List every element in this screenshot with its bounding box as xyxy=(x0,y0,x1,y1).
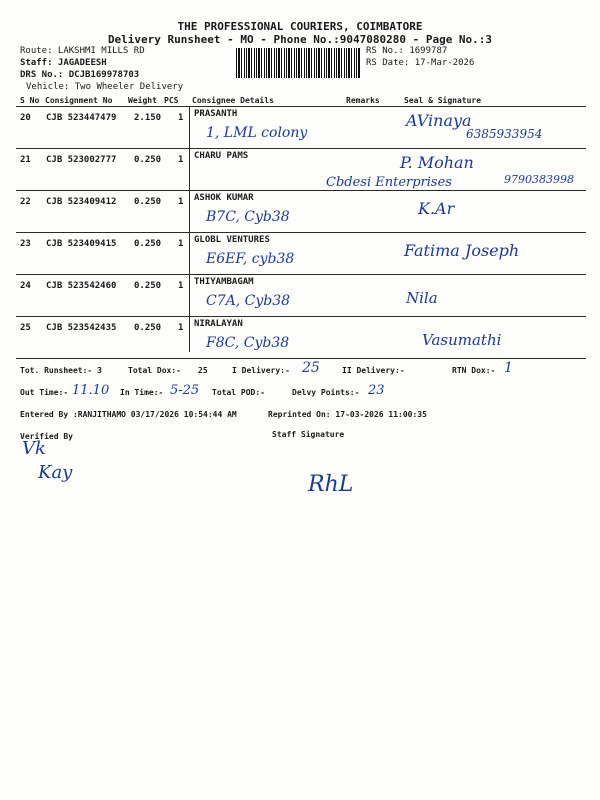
row-weight: 0.250 xyxy=(134,239,162,249)
staff-signature-label: Staff Signature xyxy=(272,430,345,439)
row-signature: Vasumathi xyxy=(422,331,502,349)
out-time: 11.10 xyxy=(72,383,110,398)
row-sno: 20 xyxy=(20,113,31,123)
col-seal-signature: Seal & Signature xyxy=(404,96,482,105)
row-consignee: THIYAMBAGAM xyxy=(194,277,254,287)
verified-signature-2: Kay xyxy=(38,462,73,483)
barcode xyxy=(236,48,361,78)
row-address: B7C, Cyb38 xyxy=(206,209,290,225)
row-consignment: CJB 523409412 xyxy=(46,197,117,207)
row-pcs: 1 xyxy=(178,323,184,333)
row-sno: 23 xyxy=(20,239,31,249)
row-address: E6EF, cyb38 xyxy=(206,251,295,267)
row-consignee: CHARU PAMS xyxy=(194,151,249,161)
row-address: C7A, Cyb38 xyxy=(206,293,291,309)
in-time: 5-25 xyxy=(170,383,200,398)
row-sno: 21 xyxy=(20,155,31,165)
overflow-note: Cbdesi Enterprises xyxy=(326,175,452,190)
table-row xyxy=(16,190,586,232)
table-row xyxy=(16,232,586,274)
table-row xyxy=(16,106,586,148)
drs-number: DRS No.: DCJB169978703 xyxy=(20,70,140,80)
row-weight: 0.250 xyxy=(134,197,162,207)
row-consignment: CJB 523447479 xyxy=(46,113,117,123)
in-time-label: In Time:- xyxy=(120,388,164,397)
col-sno: S No xyxy=(20,96,40,105)
row-pcs: 1 xyxy=(178,113,184,123)
total-dox: 25 xyxy=(198,366,208,375)
table-row xyxy=(16,148,586,190)
verified-by: Verified By xyxy=(20,432,73,441)
row-weight: 0.250 xyxy=(134,155,162,165)
col-consignment: Consignment No xyxy=(45,96,113,105)
total-runsheet: Tot. Runsheet:- 3 xyxy=(20,366,102,375)
row-weight: 2.150 xyxy=(134,113,162,123)
row-consignee: PRASANTH xyxy=(194,109,238,119)
row-signature: P. Mohan xyxy=(400,153,474,172)
row-pcs: 1 xyxy=(178,281,184,291)
row-phone: 6385933954 xyxy=(466,127,543,141)
staff-signature: RhL xyxy=(308,472,354,497)
row-sno: 25 xyxy=(20,323,31,333)
reprinted-on: Reprinted On: 17-03-2026 11:00:35 xyxy=(268,410,427,419)
table-row xyxy=(16,316,586,359)
row-consignment: CJB 523002777 xyxy=(46,155,117,165)
row-address: 1, LML colony xyxy=(206,125,308,141)
delvy-points-label: Delvy Points:- xyxy=(292,388,360,397)
rs-date: RS Date: 17-Mar-2026 xyxy=(366,58,475,68)
i-delivery: 25 xyxy=(302,360,320,376)
row-weight: 0.250 xyxy=(134,281,162,291)
col-consignee: Consignee Details xyxy=(192,96,274,105)
row-sno: 22 xyxy=(20,197,31,207)
table-row xyxy=(16,274,586,316)
row-pcs: 1 xyxy=(178,239,184,249)
verified-signature: Vk xyxy=(22,438,46,459)
rtn-dox: 1 xyxy=(504,360,513,376)
route: Route: LAKSHMI MILLS RD xyxy=(20,46,145,56)
delvy-points: 23 xyxy=(368,383,385,398)
row-pcs: 1 xyxy=(178,155,184,165)
i-delivery-label: I Delivery:- xyxy=(232,366,290,375)
row-consignment: CJB 523409415 xyxy=(46,239,117,249)
staff: Staff: JAGADEESH xyxy=(20,58,107,68)
entered-by: Entered By :RANJITHAMO 03/17/2026 10:54:44 AM xyxy=(20,410,237,419)
rtn-dox-label: RTN Dox:- xyxy=(452,366,496,375)
total-pod: Total POD:- xyxy=(212,388,265,397)
row-signature: Fatima Joseph xyxy=(404,241,520,260)
row-consignee: GLOBL VENTURES xyxy=(194,235,270,245)
rs-number: RS No.: 1699787 xyxy=(366,46,448,56)
row-sno: 24 xyxy=(20,281,31,291)
row-phone: 9790383998 xyxy=(504,173,574,186)
vehicle: Vehicle: Two Wheeler Delivery xyxy=(26,82,184,92)
row-consignment: CJB 523542460 xyxy=(46,281,117,291)
row-address: F8C, Cyb38 xyxy=(206,335,290,351)
row-pcs: 1 xyxy=(178,197,184,207)
row-weight: 0.250 xyxy=(134,323,162,333)
row-consignee: ASHOK KUMAR xyxy=(194,193,254,203)
row-signature: K.Ar xyxy=(418,199,455,218)
out-time-label: Out Time:- xyxy=(20,388,69,397)
runsheet-subtitle: Delivery Runsheet - MO - Phone No.:9047080280 - Page No.:3 xyxy=(107,33,493,46)
row-signature: AVinaya xyxy=(406,111,472,130)
col-remarks: Remarks xyxy=(346,96,380,105)
ii-delivery: II Delivery:- xyxy=(342,366,405,375)
row-signature: Nila xyxy=(406,289,438,307)
company-title: THE PROFESSIONAL COURIERS, COIMBATORE xyxy=(177,20,423,33)
col-weight: Weight xyxy=(128,96,157,105)
total-dox-label: Total Dox:- xyxy=(128,366,181,375)
row-consignment: CJB 523542435 xyxy=(46,323,117,333)
col-pcs: PCS xyxy=(164,96,179,105)
row-consignee: NIRALAYAN xyxy=(194,319,243,329)
